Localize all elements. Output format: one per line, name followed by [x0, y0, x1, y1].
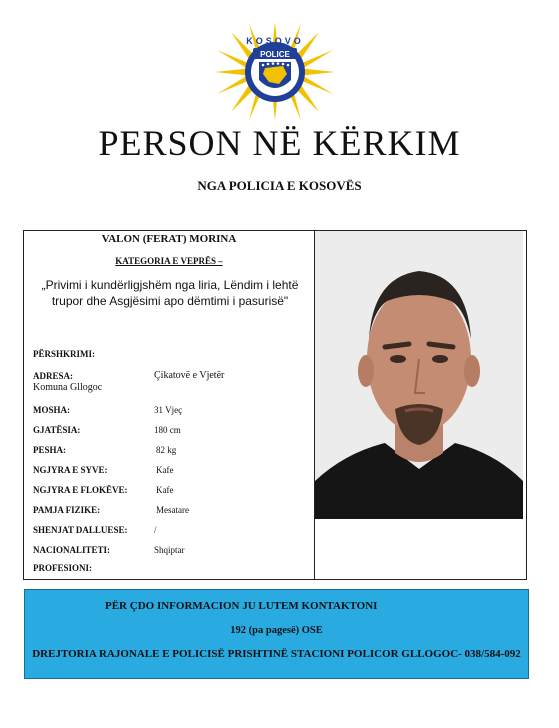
field-value: Shqiptar: [154, 545, 185, 555]
field-label: MOSHA:: [33, 405, 70, 415]
field-label: PROFESIONI:: [33, 563, 93, 573]
field-value: Kafe: [156, 465, 174, 475]
wanted-details-panel: [23, 230, 527, 580]
field-value: Çikatovë e Vjetër: [154, 370, 225, 381]
contact-banner: [24, 589, 529, 679]
address-line2: Komuna Gllogoc: [33, 382, 103, 393]
field-label: NGJYRA E SYVE:: [33, 465, 108, 475]
kosovo-police-emblem: [213, 20, 337, 122]
field-value: 82 kg: [156, 445, 177, 455]
offense-description: „Privimi i kundërligjshëm nga liria, Lëndim i lehtë trupor dhe Asgjësimi apo dëmtimi i pasurisë": [41, 278, 299, 308]
field-value: /: [154, 525, 157, 535]
field-label: ADRESA:: [33, 371, 74, 381]
description-heading: PËRSHKRIMI:: [33, 349, 96, 359]
contact-phone: 192 (pa pagesë) OSE: [230, 625, 323, 636]
field-label: GJATËSIA:: [33, 425, 81, 435]
field-label: NGJYRA E FLOKËVE:: [33, 485, 128, 495]
field-value: 180 cm: [154, 425, 181, 435]
page-title: PERSON NË KËRKIM: [98, 123, 461, 163]
field-label: SHENJAT DALLUESE:: [33, 525, 128, 535]
emblem-top-text: KOSOVO: [246, 36, 304, 46]
contact-heading: PËR ÇDO INFORMACION JU LUTEM KONTAKTONI: [105, 600, 378, 612]
field-label: PESHA:: [33, 445, 67, 455]
contact-station: DREJTORIA RAJONALE E POLICISË PRISHTINË STACIONI POLICOR GLLOGOC- 038/584-092: [32, 648, 521, 660]
field-value: Kafe: [156, 485, 174, 495]
person-name: VALON (FERAT) MORINA: [101, 233, 237, 245]
offense-category-label: KATEGORIA E VEPRËS –: [115, 256, 223, 266]
page-subtitle: NGA POLICIA E KOSOVËS: [197, 178, 362, 193]
emblem-band-text: POLICE: [260, 50, 290, 59]
field-value: Mesatare: [156, 505, 189, 515]
field-label: NACIONALITETI:: [33, 545, 111, 555]
field-value: 31 Vjeç: [154, 405, 183, 415]
field-label: PAMJA FIZIKE:: [33, 505, 101, 515]
suspect-photo: [315, 231, 523, 519]
